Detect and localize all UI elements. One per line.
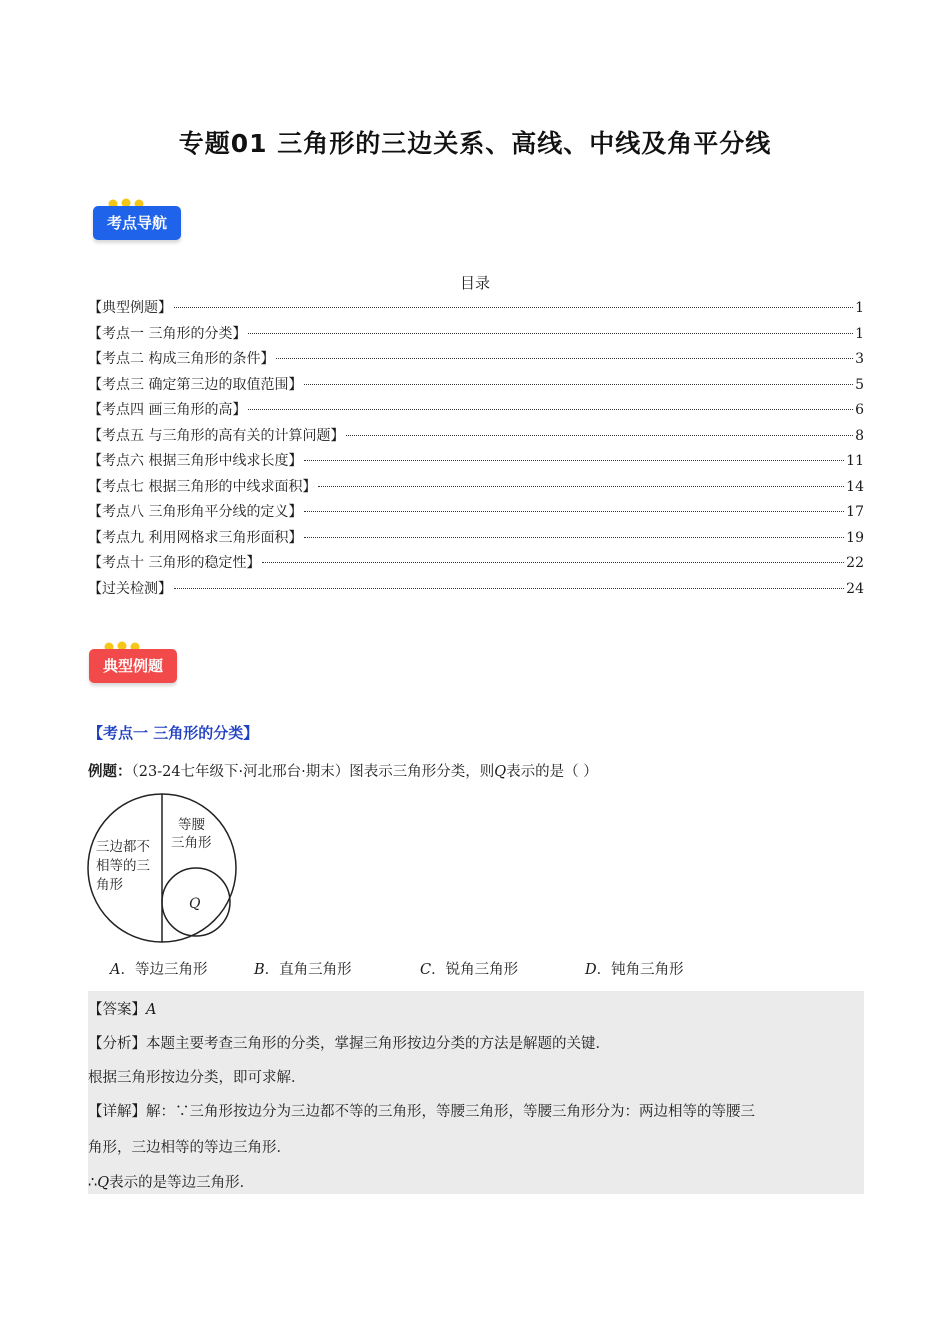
- toc-leader: [262, 562, 844, 563]
- toc-item-page: 1: [855, 300, 864, 316]
- right-label-line2: 三角形: [171, 835, 212, 851]
- toc-leader: [346, 435, 853, 436]
- section-heading: 【考点一 三角形的分类】: [88, 724, 259, 742]
- toc-item-page: 22: [846, 555, 864, 571]
- toc-item[interactable]: [88, 577, 864, 603]
- detail-label: 【详解】: [88, 1104, 146, 1120]
- toc-item[interactable]: [88, 322, 864, 348]
- toc-item-label: 【过关检测】: [88, 580, 172, 597]
- toc-item-label: 【考点三 确定第三边的取值范围】: [88, 376, 303, 393]
- examples-badge: 典型例题: [89, 649, 177, 683]
- toc-leader: [174, 307, 853, 308]
- toc-item-label: 【考点九 利用网格求三角形面积】: [88, 529, 303, 546]
- toc-item[interactable]: [88, 475, 864, 501]
- option-text: 钝角三角形: [611, 962, 684, 978]
- option-letter: D: [585, 962, 597, 978]
- toc-leader: [304, 460, 844, 461]
- left-label-line2: 相等的三: [96, 858, 150, 874]
- table-of-contents: [88, 296, 864, 602]
- option-b[interactable]: B．直角三角形: [254, 962, 352, 978]
- toc-leader: [304, 537, 844, 538]
- left-label-line1: 三边都不: [96, 839, 150, 855]
- nav-badge: 考点导航: [93, 206, 181, 240]
- toc-item[interactable]: [88, 500, 864, 526]
- analysis-line-2: 根据三角形按边分类，即可求解．: [88, 1070, 306, 1086]
- toc-item[interactable]: [88, 449, 864, 475]
- toc-item-page: 19: [846, 529, 864, 546]
- example-var: Q: [494, 764, 507, 780]
- toc-item-page: 14: [846, 478, 864, 495]
- toc-item-page: 5: [855, 376, 864, 393]
- example-label: 例题：: [88, 764, 132, 780]
- toc-item-page: 8: [855, 427, 864, 444]
- toc-item-label: 【考点八 三角形角平分线的定义】: [88, 504, 303, 520]
- option-text: 锐角三角形: [445, 962, 519, 978]
- toc-item[interactable]: [88, 373, 864, 399]
- toc-item[interactable]: [88, 398, 864, 424]
- toc-leader: [276, 358, 853, 359]
- detail-line-2: 角形，三边相等的等边三角形．: [88, 1140, 291, 1156]
- answer-line: [88, 998, 156, 1019]
- page-title: 专题01 三角形的三边关系、高线、中线及角平分线: [178, 129, 772, 158]
- toc-item-label: 【考点一 三角形的分类】: [88, 325, 247, 342]
- toc-item-label: 【考点十 三角形的稳定性】: [88, 555, 261, 571]
- conclusion-prefix: ∴: [88, 1175, 98, 1191]
- toc-item[interactable]: [88, 296, 864, 322]
- toc-item[interactable]: [88, 526, 864, 552]
- toc-item-label: 【考点七 根据三角形的中线求面积】: [88, 478, 317, 495]
- toc-item-label: 【考点五 与三角形的高有关的计算问题】: [88, 427, 345, 444]
- option-letter: C: [420, 962, 432, 978]
- toc-item-label: 【考点六 根据三角形中线求长度】: [88, 453, 303, 469]
- toc-leader: [248, 333, 853, 334]
- conclusion-var: Q: [97, 1175, 110, 1191]
- example-question: [88, 760, 598, 781]
- toc-item-page: 1: [855, 325, 864, 342]
- conclusion-line: [88, 1171, 254, 1192]
- classification-diagram: [86, 792, 240, 946]
- option-text: 直角三角形: [279, 962, 352, 978]
- analysis-label: 【分析】: [88, 1036, 146, 1052]
- toc-item-page: 24: [846, 580, 864, 597]
- conclusion-text: 表示的是等边三角形．: [109, 1175, 255, 1191]
- option-text: 等边三角形: [134, 962, 208, 978]
- toc-item-page: 17: [846, 504, 864, 520]
- analysis-text: 本题主要考查三角形的分类，掌握三角形按边分类的方法是解题的关键．: [146, 1036, 610, 1052]
- option-letter: A: [110, 962, 121, 978]
- toc-leader: [304, 511, 844, 512]
- toc-item-page: 6: [855, 402, 864, 418]
- inner-label: Q: [189, 896, 201, 912]
- analysis-line: [88, 1032, 610, 1053]
- example-text-before: （23-24七年级下·河北邢台·期末）图表示三角形分类，则: [131, 764, 495, 780]
- answer-box: [88, 991, 864, 1194]
- toc-item-label: 【典型例题】: [88, 300, 172, 316]
- toc-leader: [304, 384, 853, 385]
- toc-item-label: 【考点二 构成三角形的条件】: [88, 351, 275, 367]
- toc-heading: 目录: [459, 274, 490, 292]
- option-c[interactable]: C．锐角三角形: [420, 962, 519, 978]
- answer-label: 【答案】: [88, 1002, 146, 1018]
- toc-leader: [248, 409, 853, 410]
- toc-leader: [318, 486, 844, 487]
- toc-item-label: 【考点四 画三角形的高】: [88, 402, 247, 418]
- toc-item-page: 11: [846, 453, 864, 469]
- option-a[interactable]: A．等边三角形: [110, 962, 208, 978]
- toc-item-page: 3: [855, 351, 864, 367]
- answer-value: A: [146, 1002, 157, 1018]
- toc-leader: [174, 588, 844, 589]
- option-d[interactable]: D．钝角三角形: [585, 962, 684, 978]
- option-letter: B: [254, 962, 265, 978]
- toc-item[interactable]: [88, 424, 864, 450]
- toc-item[interactable]: [88, 347, 864, 373]
- right-label-line1: 等腰: [178, 817, 205, 833]
- example-text-after: 表示的是（ ）: [506, 764, 598, 780]
- left-label-line3: 角形: [96, 877, 123, 893]
- toc-item[interactable]: [88, 551, 864, 577]
- detail-line: [88, 1100, 755, 1121]
- detail-text: 解：∵三角形按边分为三边都不等的三角形，等腰三角形，等腰三角形分为：两边相等的等腰三: [146, 1104, 755, 1120]
